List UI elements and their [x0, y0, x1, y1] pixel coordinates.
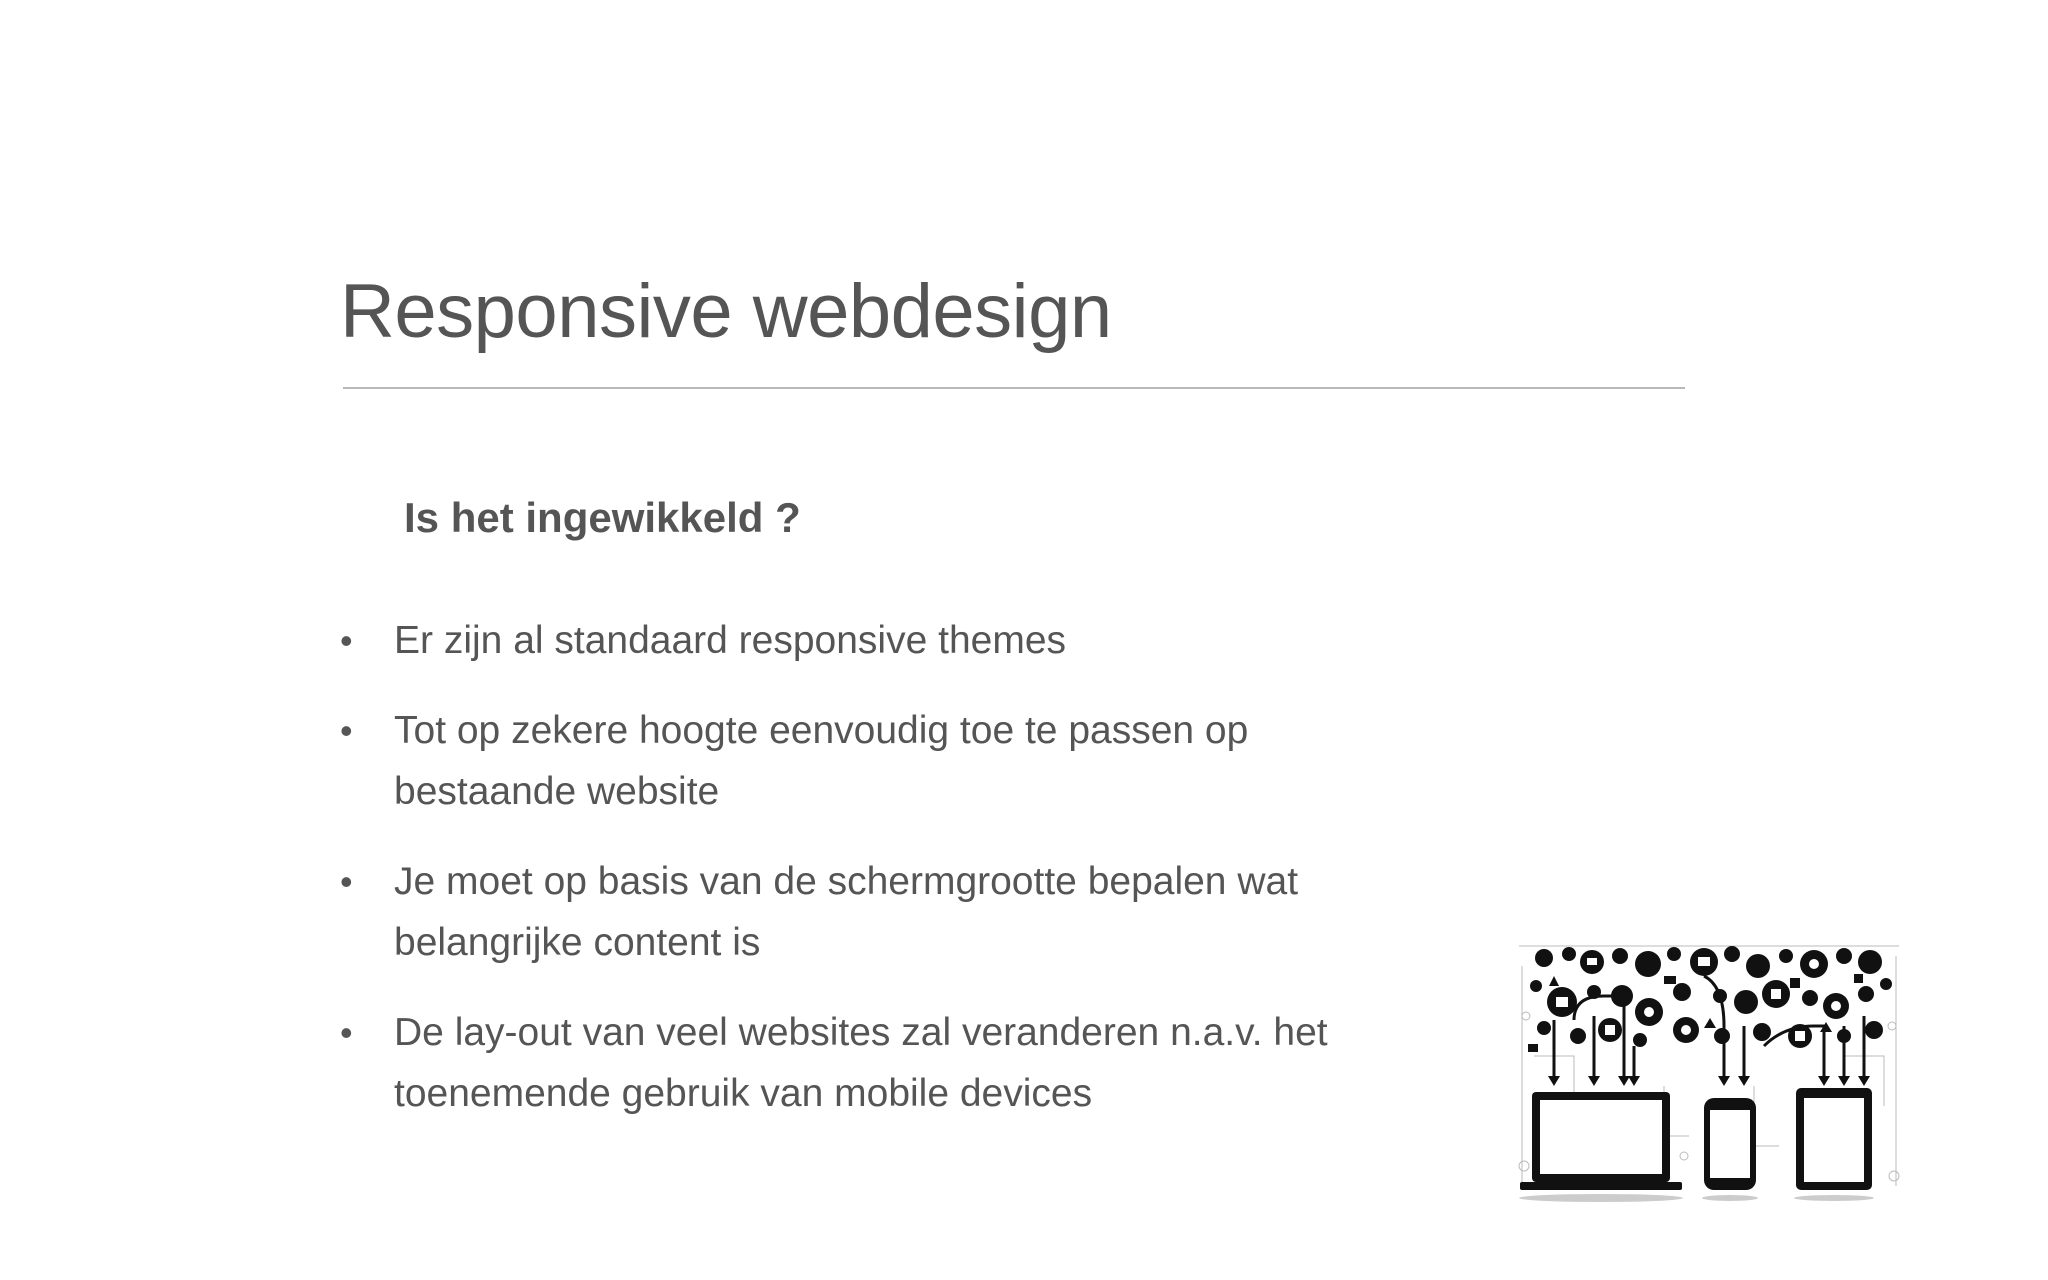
slide-title: Responsive webdesign — [340, 269, 1112, 354]
bullet-dot-icon: • — [340, 861, 353, 902]
bullet-item — [340, 610, 1420, 671]
slide-subtitle: Is het ingewikkeld ? — [404, 494, 801, 541]
bullet-dot-icon: • — [340, 710, 353, 751]
bullet-dot-icon: • — [340, 620, 353, 661]
bullet-item — [340, 851, 1420, 973]
smartphone-icon — [1704, 1098, 1756, 1190]
title-divider — [343, 387, 1685, 389]
bullet-text: Er zijn al standaard responsive themes — [394, 619, 1067, 662]
bullet-dot-icon: • — [340, 1012, 353, 1053]
bullet-list — [340, 610, 1420, 1153]
tablet-icon — [1796, 1088, 1872, 1190]
connected-devices-illustration-icon — [1514, 936, 1904, 1208]
laptop-icon — [1520, 1092, 1682, 1190]
bullet-text: Je moet op basis van de schermgrootte bepalen wat belangrijke content is — [394, 860, 1299, 964]
bullet-item — [340, 700, 1420, 822]
bullet-text: Tot op zekere hoogte eenvoudig toe te passen op bestaande website — [394, 709, 1249, 813]
bullet-text: De lay-out van veel websites zal veranderen n.a.v. het toenemende gebruik van mobile devices — [394, 1011, 1328, 1115]
bullet-item — [340, 1002, 1420, 1124]
